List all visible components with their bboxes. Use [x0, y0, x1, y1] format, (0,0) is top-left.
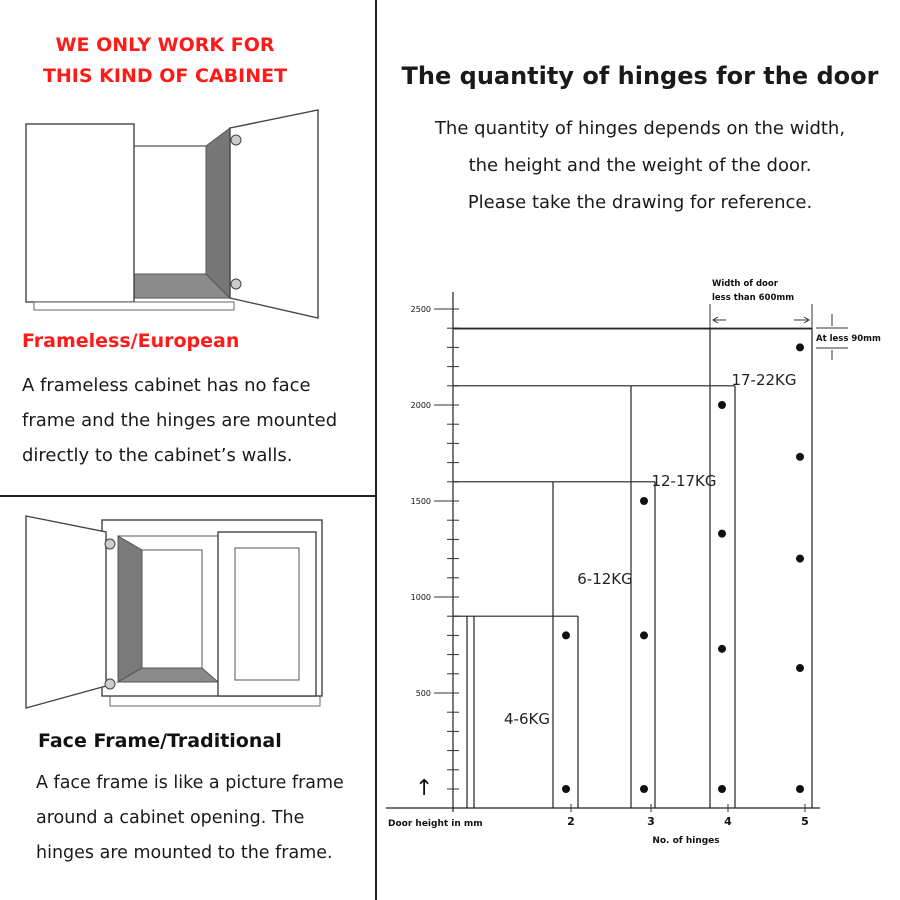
weight-range-label: 6-12KG: [577, 570, 633, 588]
hinge-position-dot: [562, 785, 570, 793]
intro-line-3: Please take the drawing for reference.: [467, 192, 813, 213]
face-frame-desc-line-3: hinges are mounted to the frame.: [36, 843, 333, 863]
hinge-position-dot: [718, 401, 726, 409]
y-tick-label: 2000: [410, 401, 431, 410]
frameless-desc-line-2: frame and the hinges are mounted: [22, 410, 338, 431]
intro-line-2: the height and the weight of the door.: [468, 155, 812, 176]
frameless-desc-line-3: directly to the cabinet’s walls.: [22, 445, 293, 466]
face-frame-title: Face Frame/Traditional: [38, 730, 282, 752]
hinge-position-dot: [640, 497, 648, 505]
face-frame-desc-line-2: around a cabinet opening. The: [36, 808, 305, 828]
x-axis-label: No. of hinges: [652, 836, 720, 846]
y-tick-label: 500: [415, 689, 431, 698]
warning-line-2: THIS KIND OF CABINET: [42, 65, 288, 87]
margin-annotation: At less 90mm: [816, 334, 881, 344]
hinge-position-dot: [796, 343, 804, 351]
width-annotation-line-2: less than 600mm: [712, 293, 795, 303]
hinge-position-dot: [640, 785, 648, 793]
frameless-title: Frameless/European: [22, 330, 240, 352]
width-annotation-line-1: Width of door: [712, 279, 778, 289]
x-tick-label: 2: [567, 815, 575, 828]
x-tick-label: 3: [647, 815, 655, 828]
hinge-position-dot: [796, 664, 804, 672]
hinge-position-dot: [640, 631, 648, 639]
weight-range-label: 12-17KG: [651, 472, 717, 490]
page-title: The quantity of hinges for the door: [401, 62, 879, 90]
y-tick-label: 1500: [410, 497, 431, 506]
y-tick-label: 2500: [410, 305, 431, 314]
hinge-position-dot: [562, 631, 570, 639]
intro-line-1: The quantity of hinges depends on the width,: [434, 118, 846, 139]
x-tick-label: 5: [801, 815, 809, 828]
hinge-position-dot: [718, 530, 726, 538]
y-axis-label: Door height in mm: [388, 819, 483, 829]
y-tick-label: 1000: [410, 593, 431, 602]
warning-line-1: WE ONLY WORK FOR: [55, 34, 275, 56]
hinge-position-dot: [796, 453, 804, 461]
weight-range-label: 17-22KG: [731, 371, 797, 389]
up-arrow-icon: ↑: [415, 776, 434, 801]
hinge-position-dot: [796, 785, 804, 793]
frameless-desc-line-1: A frameless cabinet has no face: [22, 375, 311, 396]
x-tick-label: 4: [724, 815, 732, 828]
hinge-position-dot: [796, 555, 804, 563]
face-frame-desc-line-1: A face frame is like a picture frame: [36, 773, 344, 793]
hinge-position-dot: [718, 785, 726, 793]
weight-range-label: 4-6KG: [504, 710, 550, 728]
hinge-position-dot: [718, 645, 726, 653]
